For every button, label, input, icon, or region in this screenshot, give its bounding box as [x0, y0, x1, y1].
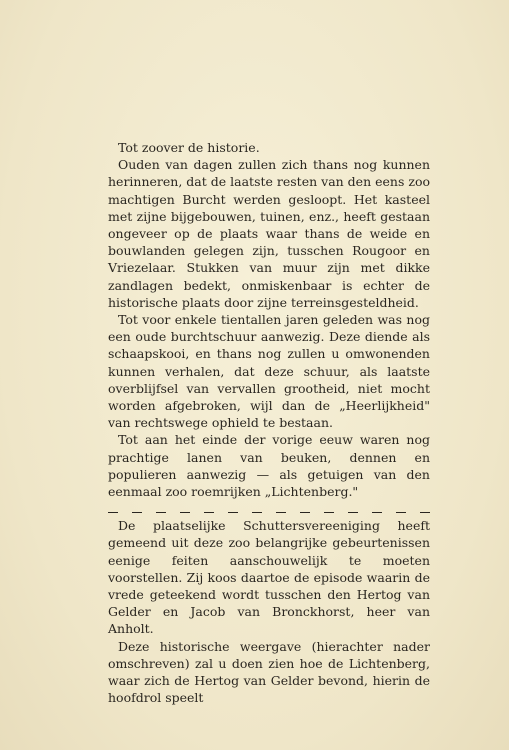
paragraph-2: Ouden van dagen zullen zich thans nog kunnen herinneren, dat de laatste resten van den eens zoo machtigen Burcht werden gesloopt. Het kasteel met zijne bijgebouwen, tuinen, enz., heeft gestaan ongeveer op de plaats waar thans de weide en bouwlanden gelegen zijn, tusschen Rougoor en Vriezelaar. Stukken van muur zijn met dikke zandlagen bedekt, onmiskenbaar is echter de historische plaats door zijne terreinsgesteldheid. [108, 157, 430, 310]
paragraph-6: Deze historische weergave (hierachter nader omschreven) zal u doen zien hoe de Lichtenberg, waar zich de Hertog van Gelder bevond, hierin de hoofdrol speelt [108, 638, 430, 706]
paragraph-3: Tot voor enkele tientallen jaren geleden was nog een oude burchtschuur aanwezig. Deze diende als schaapskooi, en thans nog zullen u omwonenden kunnen verhalen, dat deze schuur, als laatste overblijfsel van vervallen grootheid, niet mocht worden afgebroken, wijl dan de „Heerlijkheid" van rechtswege ophield te bestaan. [108, 312, 430, 431]
body-text [108, 139, 430, 707]
paragraph-1: Tot zoover de historie. [118, 140, 260, 155]
paragraph-4: Tot aan het einde der vorige eeuw waren nog prachtige lanen van beuken, dennen en populieren aanwezig — als getuigen van den eenmaal zoo roemrijken „Lichtenberg." [108, 432, 430, 500]
dashed-separator [108, 504, 430, 513]
paragraph-5: De plaatselijke Schuttersvereeniging heeft gemeend uit deze zoo belangrijke gebeurtenissen eenige feiten aanschouwelijk te moeten voorstellen. Zij koos daartoe de episode waarin de vrede geteekend wordt tusschen den Hertog van Gelder en Jacob van Bronckhorst, heer van Anholt. [108, 518, 430, 637]
